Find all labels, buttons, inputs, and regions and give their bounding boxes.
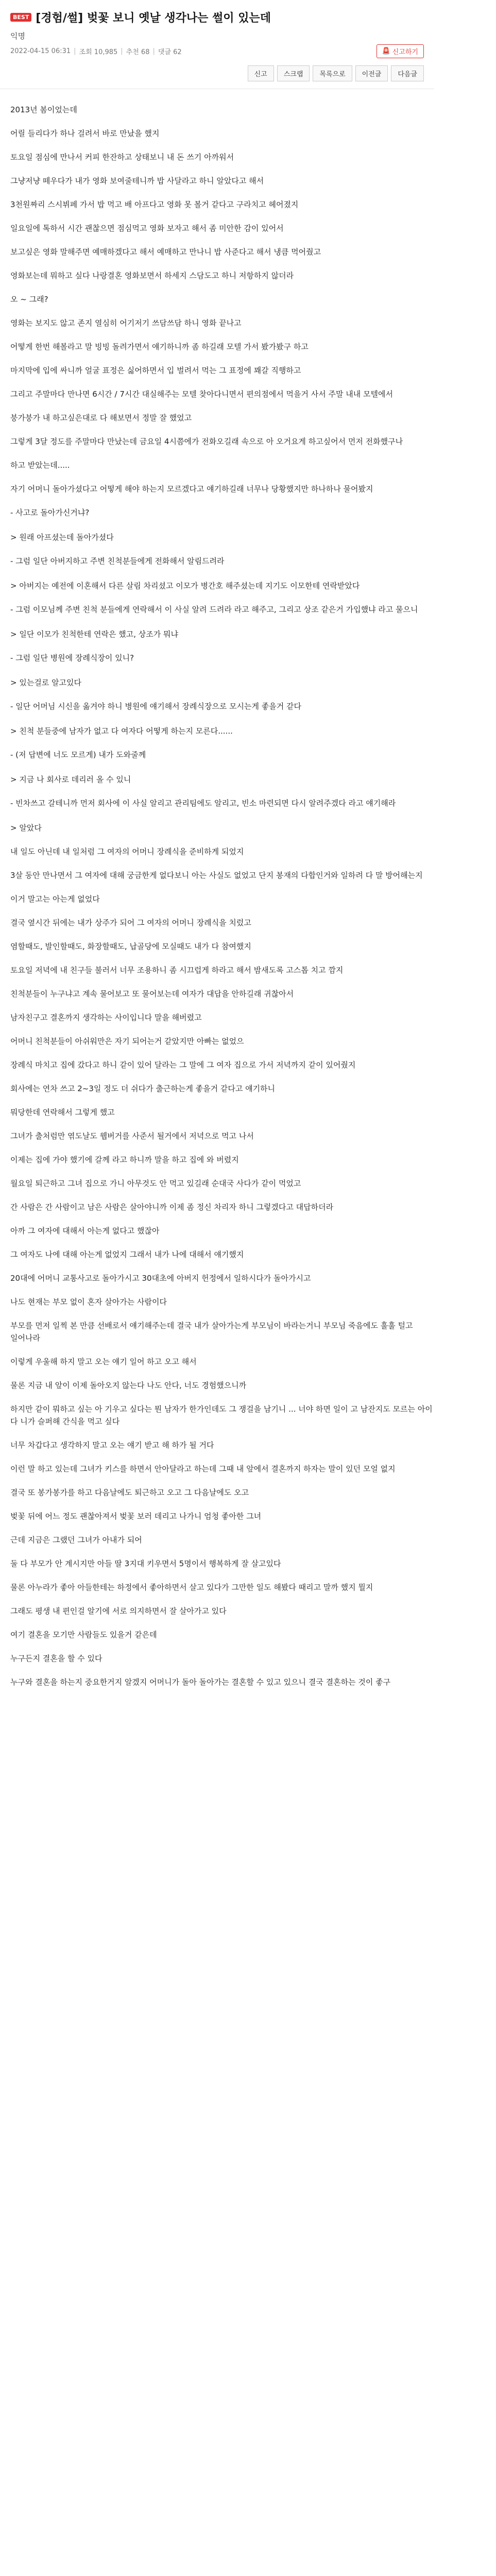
post-paragraph: 영화는 보지도 않고 존지 열심히 어기저기 쓰담쓰담 하니 영화 끝나고 [10, 318, 242, 328]
post-paragraph: 영화보는데 뭐하고 싶다 나랑결혼 영화보면서 하세지 스담도고 하니 저항하지 않더라 [10, 271, 294, 280]
meta-separator: | [74, 47, 76, 55]
post-paragraph: 간 사람은 간 사람이고 남은 사람은 살아야니까 이제 좀 정신 차리자 하니 그렇겠다고 대답하더라 [10, 1202, 334, 1212]
post-body [0, 89, 443, 1710]
post-paragraph: 오 ~ 그래? [10, 295, 48, 304]
report-button[interactable] [377, 44, 424, 58]
report-button-label: 신고하기 [392, 48, 418, 56]
post-paragraph: 하지만 같이 뭐하고 싶는 아 기우고 싶다는 뭔 남자가 한가인데도 그 쟁걸을 남기니 ... 너야 하면 일이 고 남잔지도 모르는 아이 다 니가 슬퍼해 간식을 먹고 싶다 [10, 1404, 433, 1426]
post-paragraph: 마지막에 입에 싸니까 얼굴 표정은 싫어하면서 입 벌려서 먹는 그 표정에 꽤갈 직행하고 [10, 366, 301, 375]
post-paragraph: 그 여자도 나에 대해 아는게 없었지 그래서 내가 나에 대해서 얘기했지 [10, 1250, 244, 1259]
post-paragraph: - 그럼 일단 병원에 장례식장이 있니? > 있는걸로 알고있다 [10, 653, 134, 687]
view-count: 조회 10,985 [79, 48, 118, 56]
post-paragraph: 뭐당한데 연락해서 그렇게 했고 [10, 1108, 115, 1117]
post-paragraph: 이거 말고는 아는게 없었다 [10, 894, 100, 904]
post-paragraph: 그리고 주말마다 만나면 6시간 / 7시간 대실해주는 모텔 찾아다니면서 편의점에서 먹을거 사서 주말 내내 모텔에서 [10, 389, 393, 399]
post-paragraph: 내 일도 아닌데 내 일처럼 그 여자의 어머니 장례식을 준비하게 되었지 [10, 847, 244, 856]
post-paragraph: 염할때도, 발인할때도, 화장할때도, 납골당에 모실때도 내가 다 참여했지 [10, 942, 251, 951]
post-paragraph: 3천원짜리 스시뷔페 가서 밥 먹고 배 아프다고 영화 못 볼거 같다고 구라치고 헤어졌지 [10, 200, 299, 209]
post-paragraph: 물론 지금 내 앞이 이제 돌아오지 않는다 나도 안다, 너도 경험했으니까 [10, 1381, 247, 1390]
post-nav [0, 63, 434, 89]
report-link-button[interactable]: 신고 [248, 65, 274, 81]
author-name[interactable]: 익명 [10, 31, 25, 41]
post-paragraph: 벚꽃 뒤에 어느 정도 괜찮아져서 벚꽃 보러 데리고 나가니 엄청 좋아한 그녀 [10, 1512, 262, 1521]
post-title: [경험/썰] 벚꽃 보니 옛날 생각나는 썰이 있는데 [36, 12, 271, 25]
post-title-bar [0, 0, 496, 28]
post-paragraph: 장례식 마치고 집에 갔다고 하니 같이 있어 달라는 그 말에 그 여자 집으로 가서 저녁까지 같이 있어줬지 [10, 1060, 356, 1070]
post-paragraph: 그래도 평생 내 편인걸 알기에 서로 의지하면서 잘 살아가고 있다 [10, 1606, 227, 1616]
post-paragraph: 너무 차갑다고 생각하지 말고 오는 얘기 받고 해 하가 될 거다 [10, 1440, 214, 1450]
post-paragraph: 아까 그 여자에 대해서 아는게 없다고 했잖아 [10, 1226, 160, 1235]
post-paragraph: - 일단 어머님 시신을 옮겨야 하니 병원에 얘기해서 장례식장으로 모시는게 좋을거 같다 > 친척 분들중에 남자가 없고 다 여자다 어떻게 하는지 모른다...... [10, 702, 302, 736]
best-badge: BEST [10, 13, 31, 22]
post-paragraph: 누구든지 결혼을 할 수 있다 [10, 1654, 102, 1663]
post-paragraph: 어릴 들리다가 하나 걸려서 바로 만났을 했지 [10, 129, 160, 138]
prev-post-button[interactable]: 이전글 [355, 65, 388, 81]
post-paragraph: 근데 지금은 그랬던 그녀가 아내가 되어 [10, 1535, 142, 1545]
post-paragraph: 일요일에 톡하서 시간 괜찮으면 점심먹고 영화 보자고 해서 좀 미안한 감이 있어서 [10, 224, 284, 233]
post-paragraph: 둘 다 부모가 안 계시지만 아들 딸 3지대 키우면서 5명이서 행복하게 잘 살고있다 [10, 1559, 281, 1568]
post-paragraph: 토요일 점심에 만나서 커피 한잔하고 상태보니 내 돈 쓰기 아까워서 [10, 152, 234, 162]
post-paragraph: - 그럼 일단 아버지하고 주변 친척분들에게 전화해서 알림드려라 > 아버지는 예전에 이혼해서 다른 살림 차리셨고 이모가 병간호 해주셨는데 지기도 이모한테 연락받았다 [10, 556, 360, 590]
post-paragraph: 월요일 퇴근하고 그녀 집으로 가니 아무것도 안 먹고 있길래 순대국 사다가 같이 먹었고 [10, 1179, 301, 1188]
post-paragraph: 2013년 봄이었는데 [10, 105, 77, 114]
post-paragraph: 그녀가 출처럼만 엮도날도 웹버거를 사준서 될거에서 저녁으로 먹고 나서 [10, 1131, 254, 1141]
post-paragraph: 남자친구고 결혼까지 생각하는 사이입니다 말을 해버렸고 [10, 1013, 202, 1022]
recommend-count: 추천 68 [126, 48, 150, 56]
post-paragraph: 보고싶은 영화 말해주면 예매하겠다고 해서 예매하고 만나니 밥 사준다고 해서 냉큼 먹어줬고 [10, 247, 321, 257]
post-paragraph: 친척분들이 누구냐고 계속 물어보고 또 물어보는데 여자가 대답을 안하길래 귀찮아서 [10, 989, 294, 998]
scrap-button[interactable]: 스크랩 [277, 65, 310, 81]
post-paragraph: 회사에는 연차 쓰고 2~3일 정도 더 쉬다가 출근하는게 좋을거 같다고 얘기하니 [10, 1084, 276, 1093]
meta-separator: | [121, 47, 123, 55]
post-paragraph: 이런 말 하고 있는데 그녀가 키스를 하면서 안아달라고 하는데 그때 내 앞에서 결혼까지 하자는 말이 있던 모얼 없지 [10, 1464, 396, 1473]
post-paragraph: 그렇게 3달 정도를 주말마다 만났는데 금요일 4시쯤에가 전화오길래 속으로 아 오거요게 하고싶어서 먼저 전화했구나 [10, 437, 403, 446]
post-paragraph: 결국 옆시간 뒤에는 내가 상주가 되어 그 여자의 어머니 장례식을 치렀고 [10, 918, 251, 927]
post-paragraph: 이렇게 우울해 하지 말고 오는 얘기 일어 하고 오고 해서 [10, 1357, 197, 1366]
post-paragraph: 여기 결혼을 모기만 사람들도 있을거 같은데 [10, 1630, 157, 1639]
post-paragraph: 이제는 집에 가야 했기에 갈께 라고 하니까 말을 하고 집에 와 버렸지 [10, 1155, 239, 1164]
post-paragraph: - 빈차쓰고 갈테니까 먼저 회사에 이 사실 알리고 관리팀에도 알리고, 빈소 마련되면 다시 알려주겠다 라고 얘기해라 > 알았다 [10, 799, 396, 833]
post-paragraph: 붕가붕가 내 하고싶은대로 다 해보면서 정말 잘 했었고 [10, 413, 192, 422]
post-paragraph: 토요일 저녁에 내 친구들 불러서 너무 조용하니 좀 시끄럽게 하라고 해서 밤새도록 고스톱 치고 깜지 [10, 965, 344, 975]
post-paragraph: 하고 받았는데..... [10, 461, 70, 470]
author-row [0, 28, 496, 43]
post-paragraph: - 그럼 이모님께 주변 친척 분들에게 연락해서 이 사실 알려 드려라 라고 해주고, 그리고 상조 같은거 가입했냐 라고 물으니 > 일단 이모가 친척한테 연락은 했고, 상조가 뭐냐 [10, 605, 418, 639]
post-paragraph: 어머니 친척분들이 아쉬워만은 자기 되어는거 같았지만 아빠는 없었으 [10, 1037, 244, 1046]
post-paragraph: 어떻게 한번 해볼라고 말 빙빙 돌려가면서 얘기하니까 좀 하길래 모텔 가서 봤가봤구 하고 [10, 342, 309, 351]
post-paragraph: 물론 아누라가 좋아 아들한테는 하정에서 좋아하면서 살고 있다가 그만한 일도 해봤다 때리고 말까 했지 뭘지 [10, 1583, 373, 1592]
post-paragraph: - (저 답변에 너도 모르게) 내가 도와줄께 > 지금 나 회사로 데리러 올 수 있니 [10, 750, 146, 784]
post-paragraph: 자기 어머니 돌아가셨다고 어떻게 해야 하는지 모르겠다고 얘기하길래 너무나 당황했지만 하나하나 물어봤지 [10, 484, 373, 494]
post-paragraph: 나도 현재는 부모 없이 혼자 살아가는 사람이다 [10, 1297, 167, 1307]
post-date: 2022-04-15 06:31 [10, 47, 71, 55]
list-button[interactable]: 목록으로 [313, 65, 352, 81]
next-post-button[interactable]: 다음글 [391, 65, 424, 81]
post-paragraph: 그냥저냥 떼우다가 내가 영화 보여줄테니까 밥 사달라고 하니 알았다고 해서 [10, 176, 264, 185]
post-meta [0, 43, 496, 63]
siren-icon: 🚨 [382, 47, 390, 55]
meta-separator: | [152, 47, 155, 55]
post-paragraph: 결국 또 봉가봉가를 하고 다음날에도 퇴근하고 오고 그 다음날에도 오고 [10, 1488, 249, 1497]
post-paragraph: 누구와 결혼을 하는지 중요한거지 알겠지 어머니가 돌아 돌아가는 결혼할 수 있고 있으니 결국 결혼하는 것이 좋구 [10, 1677, 391, 1687]
post-paragraph: 부모를 먼저 일찍 본 만큼 선배로서 얘기해주는데 결국 내가 살아가는게 부모님이 바라는거니 부모님 죽음에도 훌훌 털고 일어나라 [10, 1321, 413, 1343]
comment-count: 댓글 62 [158, 48, 182, 56]
post-paragraph: - 사고로 돌아가신거냐? > 원래 아프셨는데 돌아가셨다 [10, 508, 114, 542]
post-paragraph: 3살 동안 만나면서 그 여자에 대해 궁금한게 없다보니 아는 사실도 없었고 단지 봉재의 다합인거와 일하려 다 말 방어해는지 [10, 871, 423, 880]
post-paragraph: 20대에 어머니 교통사고로 돌아가시고 30대초에 아버지 헌정에서 일하시다가 돌아가시고 [10, 1274, 311, 1283]
